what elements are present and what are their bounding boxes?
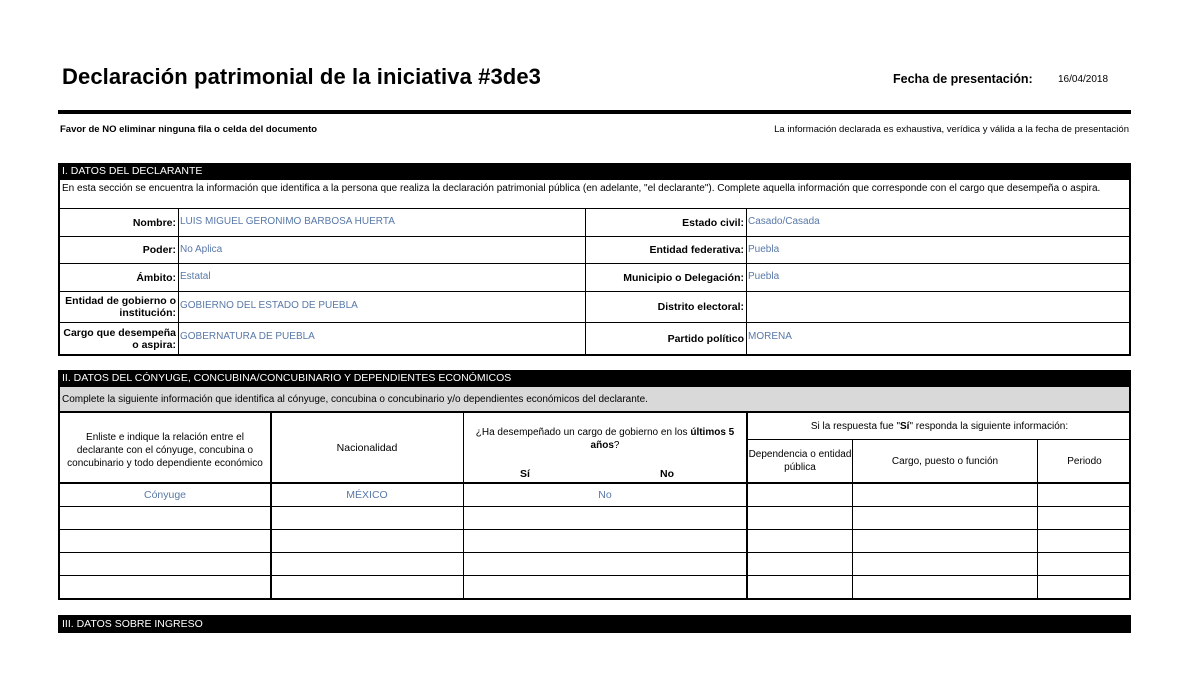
scope-field[interactable]: Estatal bbox=[178, 264, 586, 291]
section1-table bbox=[58, 163, 1131, 356]
grid-line bbox=[60, 552, 1129, 553]
field-label: Estado civil: bbox=[682, 216, 744, 229]
dependency-header: Dependencia o entidad pública bbox=[748, 449, 852, 473]
if-yes-header bbox=[748, 413, 1131, 439]
field-label: Distrito electoral: bbox=[657, 301, 744, 313]
party-field[interactable]: MORENA bbox=[746, 323, 1129, 354]
relation-cell[interactable]: Cónyuge bbox=[143, 489, 187, 501]
question-bold: últimos 5 años bbox=[590, 427, 735, 451]
declarant-row bbox=[60, 237, 1129, 264]
grid-line bbox=[747, 439, 1129, 440]
state-field[interactable]: Puebla bbox=[746, 237, 1129, 263]
header-rule bbox=[58, 110, 1131, 114]
district-field[interactable] bbox=[746, 292, 1129, 322]
power-field[interactable]: No Aplica bbox=[178, 237, 586, 263]
section2-table bbox=[58, 370, 1131, 600]
government-question-header bbox=[464, 426, 746, 452]
section2-description: Complete la siguiente información que identifica al cónyuge, concubina o concubinario y/o dependientes económicos del declarante. bbox=[60, 387, 1129, 412]
government-answer-cell[interactable]: No bbox=[598, 489, 612, 501]
municipality-field[interactable]: Puebla bbox=[746, 264, 1129, 291]
field-label: Cargo que desempeña o aspira: bbox=[63, 326, 176, 351]
name-field[interactable]: LUIS MIGUEL GERONIMO BARBOSA HUERTA bbox=[178, 209, 586, 236]
nationality-cell[interactable]: MÉXICO bbox=[346, 489, 388, 501]
section1-title: I. DATOS DEL DECLARANTE bbox=[58, 163, 1131, 180]
if-yes-text-end: " responda la siguiente información: bbox=[909, 420, 1069, 432]
grid-line bbox=[60, 529, 1129, 530]
grid-line bbox=[60, 412, 1129, 413]
field-label: Partido político bbox=[667, 332, 744, 345]
declarant-row bbox=[60, 209, 1129, 237]
section3-title: III. DATOS SOBRE INGRESO bbox=[58, 615, 1131, 633]
date-label: Fecha de presentación: bbox=[893, 72, 1033, 86]
position-field[interactable]: GOBERNATURA DE PUEBLA bbox=[178, 323, 586, 354]
question-text: ¿Ha desempeñado un cargo de gobierno en los bbox=[475, 427, 691, 438]
field-label: Municipio o Delegación: bbox=[623, 271, 744, 284]
nationality-header: Nacionalidad bbox=[336, 442, 398, 454]
field-label: Entidad de gobierno o institución: bbox=[65, 295, 176, 319]
relation-header: Enliste e indique la relación entre el declarante con el cónyuge, concubina o concubinario y todo dependiente económico bbox=[67, 431, 263, 469]
field-label: Ámbito: bbox=[136, 271, 176, 284]
period-header: Periodo bbox=[1067, 455, 1102, 467]
grid-line bbox=[746, 412, 748, 598]
grid-line bbox=[60, 506, 1129, 507]
notice-left: Favor de NO eliminar ninguna fila o celda del documento bbox=[60, 124, 318, 135]
if-yes-text: Si la respuesta fue " bbox=[810, 420, 901, 432]
grid-line bbox=[852, 439, 853, 598]
date-value: 16/04/2018 bbox=[1058, 74, 1109, 85]
section1-description: En esta sección se encuentra la información que identifica a la persona que realiza la declaración patrimonial pública (en adelante, "el declarante"). Complete aquella información que corresponde con el cargo que desempeña o aspira. bbox=[60, 180, 1129, 209]
field-label: Poder: bbox=[142, 244, 176, 256]
yes-header: Sí bbox=[520, 468, 530, 480]
declarant-row bbox=[60, 264, 1129, 292]
question-mark: ? bbox=[613, 440, 620, 451]
position-header: Cargo, puesto o función bbox=[891, 455, 999, 467]
declarant-row bbox=[60, 323, 1129, 354]
no-header: No bbox=[660, 468, 674, 480]
institution-field[interactable]: GOBIERNO DEL ESTADO DE PUEBLA bbox=[178, 292, 586, 322]
grid-line bbox=[60, 575, 1129, 576]
civil-status-field[interactable]: Casado/Casada bbox=[746, 209, 1129, 236]
if-yes-bold: Sí bbox=[900, 420, 910, 432]
notice-right: La información declarada es exhaustiva, verídica y válida a la fecha de presentación bbox=[774, 124, 1129, 135]
field-label: Entidad federativa: bbox=[649, 244, 744, 256]
section2-title: II. DATOS DEL CÓNYUGE, CONCUBINA/CONCUBINARIO Y DEPENDIENTES ECONÓMICOS bbox=[58, 370, 1131, 387]
page-title: Declaración patrimonial de la iniciativa #3de3 bbox=[62, 64, 542, 89]
grid-line bbox=[1037, 439, 1038, 598]
declarant-row bbox=[60, 292, 1129, 323]
field-label: Nombre: bbox=[132, 216, 176, 229]
